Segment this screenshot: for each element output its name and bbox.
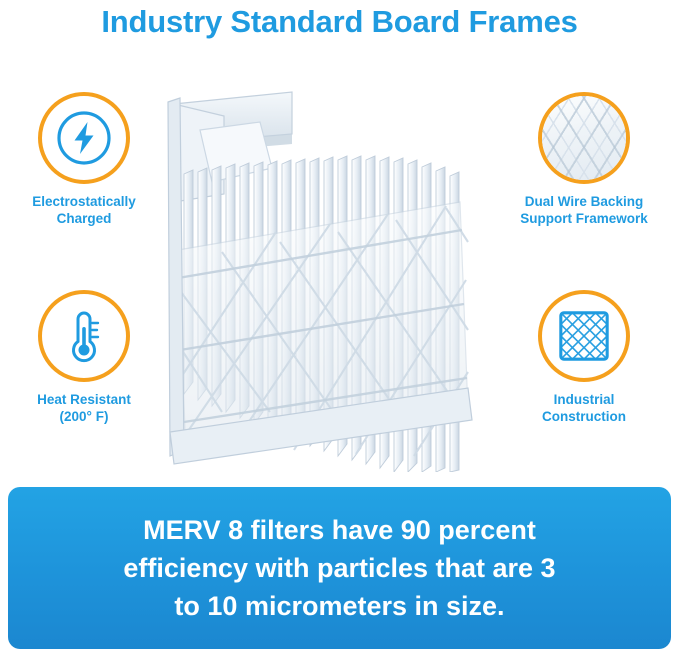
- wire-mesh-icon: [542, 96, 626, 180]
- lightning-bolt-icon: [55, 109, 113, 167]
- badge-circle-electrostatically-charged: [38, 92, 130, 184]
- banner-message: [95, 511, 583, 625]
- caption-line-2: Support Framework: [520, 211, 648, 226]
- feature-dual-wire-backing: [504, 92, 664, 227]
- badge-circle-heat-resistant: [38, 290, 130, 382]
- feature-industrial-construction: [504, 290, 664, 425]
- thermometer-icon: [54, 305, 114, 367]
- caption-line-1: Heat Resistant: [37, 392, 131, 407]
- feature-caption-electrostatically-charged: [4, 193, 164, 227]
- caption-line-2: Construction: [542, 409, 626, 424]
- feature-electrostatically-charged: [4, 92, 164, 227]
- banner-line-2: efficiency with particles that are 3: [123, 553, 556, 583]
- feature-heat-resistant: [4, 290, 164, 425]
- banner-line-3: to 10 micrometers in size.: [174, 591, 505, 621]
- caption-line-1: Industrial: [553, 392, 615, 407]
- caption-line-1: Electrostatically: [32, 194, 136, 209]
- grid-square-icon: [556, 308, 612, 364]
- feature-caption-industrial-construction: [504, 391, 664, 425]
- caption-line-2: Charged: [56, 211, 112, 226]
- badge-circle-industrial-construction: [538, 290, 630, 382]
- caption-line-2: (200° F): [59, 409, 109, 424]
- caption-line-1: Dual Wire Backing: [524, 194, 644, 209]
- feature-caption-heat-resistant: [4, 391, 164, 425]
- feature-caption-dual-wire-backing: [504, 193, 664, 227]
- bottom-banner: [8, 487, 671, 649]
- product-image-air-filter: [160, 82, 504, 472]
- badge-circle-dual-wire-backing: [538, 92, 630, 184]
- banner-line-1: MERV 8 filters have 90 percent: [143, 515, 536, 545]
- page-title: Industry Standard Board Frames: [101, 4, 578, 39]
